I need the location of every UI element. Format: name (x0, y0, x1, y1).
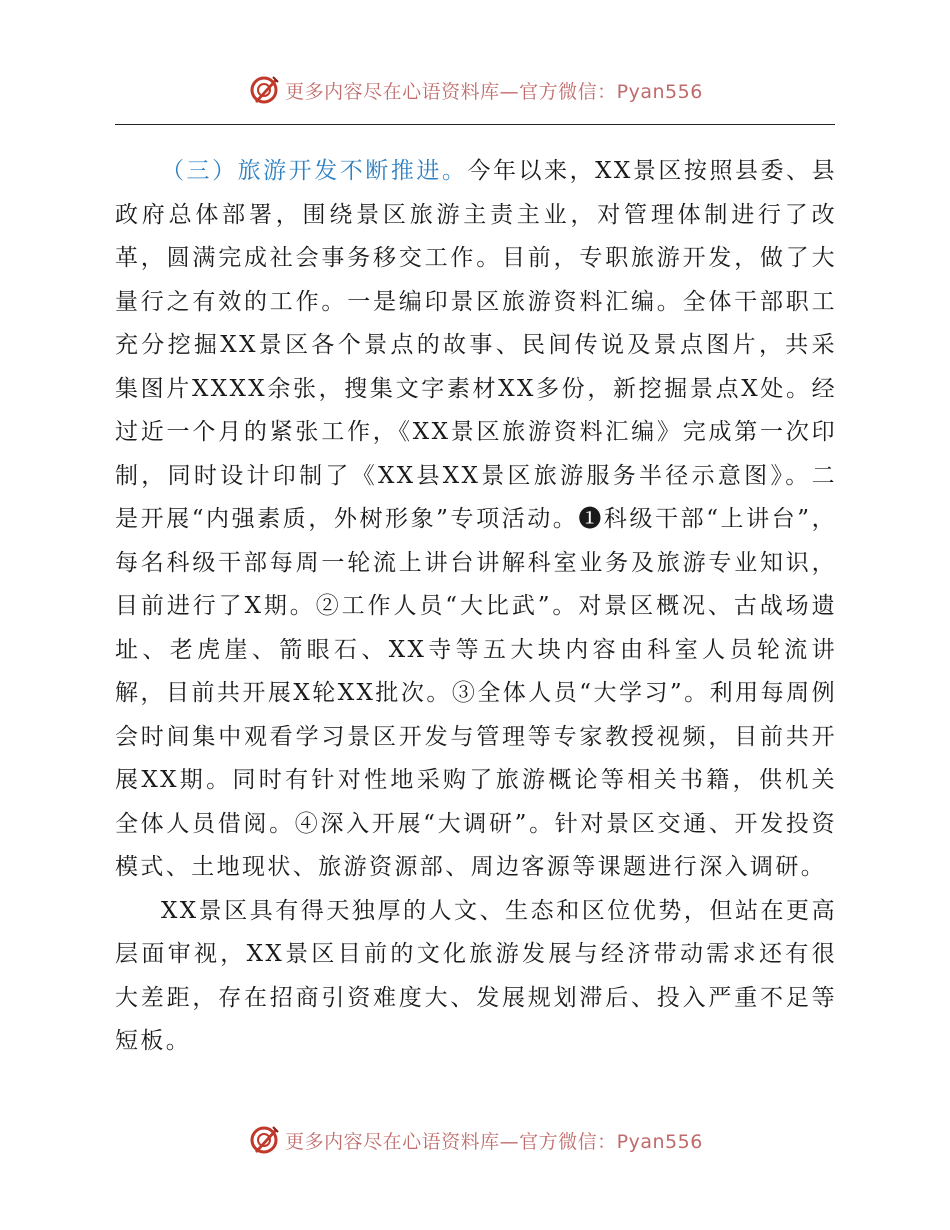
header-watermark-text: 更多内容尽在心语资料库—官方微信：Pyan556 (285, 80, 703, 103)
footer-watermark-text: 更多内容尽在心语资料库—官方微信：Pyan556 (285, 1130, 703, 1153)
paragraph-text: 今年以来，XX景区按照县委、县政府总体部署，围绕景区旅游主责主业，对管理体制进行了改革，圆满完成社会事务移交工作。目前，专职旅游开发，做了大量行之有效的工作。一是编印景区旅游资料汇编。全体干部职工充分挖掘XX景区各个景点的故事、民间传说及景点图片，共采集图片XXXX余张，搜集文字素材XX多份，新挖掘景点X处。经过近一个月的紧张工作，《XX景区旅游资料汇编》完成第一次印制，同时设计印制了《XX县XX景区旅游服务半径示意图》。二是开展“内强素质，外树形象”专项活动。❶科级干部“上讲台”，每名科级干部每周一轮流上讲台讲解科室业务及旅游专业知识，目前进行了X期。②工作人员“大比武”。对景区概况、古战场遗址、老虎崖、箭眼石、XX寺等五大块内容由科室人员轮流讲解，目前共开展X轮XX批次。③全体人员“大学习”。利用每周例会时间集中观看学习景区开发与管理等专家教授视频，目前共开展XX期。同时有针对性地采购了旅游概论等相关书籍，供机关全体人员借阅。④深入开展“大调研”。针对景区交通、开发投资模式、土地现状、旅游资源部、周边客源等课题进行深入调研。 (115, 158, 837, 880)
document-body (115, 150, 837, 1064)
header-divider (115, 124, 835, 125)
quill-logo-icon (247, 73, 281, 107)
header-watermark (0, 70, 950, 110)
paragraph-tourism-development (115, 150, 837, 890)
section-heading: （三）旅游开发不断推进。 (161, 158, 468, 184)
paragraph-advantages: XX景区具有得天独厚的人文、生态和区位优势，但站在更高层面审视，XX景区目前的文化旅游发展与经济带动需求还有很大差距，存在招商引资难度大、发展规划滞后、投入严重不足等短板。 (115, 897, 837, 1054)
footer-watermark (0, 1120, 950, 1160)
quill-logo-icon (247, 1123, 281, 1157)
